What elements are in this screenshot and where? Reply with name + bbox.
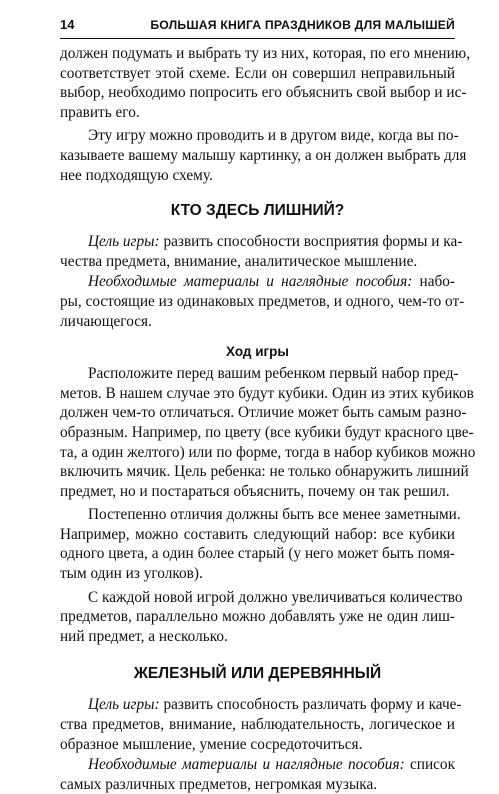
text-line [60,272,455,292]
text-line: образное мышление, умение сосредоточиться. [60,735,363,753]
materials-text: список [404,756,456,774]
section-title-odd-one-out: КТО ЗДЕСЬ ЛИШНИЙ? [170,202,345,220]
materials-label: Необходимые материалы и наглядные пособия: [88,273,413,291]
running-header [60,16,455,39]
page-body [60,44,476,794]
game-paragraph-2 [60,505,461,583]
text-line: должен подумать и выбрать ту из них, которая, по его мнению, [60,45,471,62]
text-line: казываете вашему малышу картинку, а он должен выбрать для [60,146,467,164]
game-paragraph-1 [60,364,476,501]
text-line: Постепенно отличия должны быть все менее заметными. [88,506,461,524]
goal-text: развить способности восприятия формы и ка- [159,233,463,251]
text-line [60,695,462,715]
text-line: чества предмета, внимание, аналитическое мышление. [60,252,418,270]
text-line: предмет, но и постараться объяснить, почему он так решил. [60,482,450,500]
text-line: та, а один желтого) или по форме, тогда в набор кубиков можно [60,443,476,461]
text-line: Эту игру можно проводить и в другом виде, когда вы по- [88,127,459,145]
game-paragraph-3 [60,588,463,647]
running-title: БОЛЬШАЯ КНИГА ПРАЗДНИКОВ ДЛЯ МАЛЫШЕЙ [150,18,455,32]
text-line: предметов, параллельно можно добавлять уже не один лиш- [60,608,455,626]
goal-label: Цель игры: [88,233,160,251]
text-line: образным. Например, по цвету (все кубики будут красного цве- [60,423,474,441]
section-title-iron-or-wooden: ЖЕЛЕЗНЫЙ ИЛИ ДЕРЕВЯННЫЙ [133,665,382,683]
text-line: нее подходящую схему. [60,166,213,184]
text-line: тым один из уголков). [60,565,203,583]
text-line: соответствует этой схеме. Если он совершил неправильный [60,64,455,82]
text-line: одного цвета, а один более старый (у него может быть помя- [60,545,455,563]
goal-paragraph [60,695,462,754]
text-line [60,755,455,775]
text-line [60,232,463,252]
text-line: С каждой новой игрой должно увеличиваться количество [88,588,463,606]
text-line: ства предметов, внимание, наблюдательность, логическое и [60,716,455,734]
subsection-title-game-flow: Ход игры [226,344,289,360]
intro-paragraph-1 [60,44,471,122]
goal-label: Цель игры: [88,696,160,714]
text-line: должен чем-то отличаться. Отличие может быть самым разно- [60,404,467,422]
text-line: править его. [60,103,140,121]
intro-paragraph-2 [60,126,467,185]
materials-label: Необходимые материалы и наглядные пособия: [88,756,405,774]
goal-paragraph [60,232,463,271]
text-line: личающегося. [60,312,152,330]
text-line: включить мячик. Цель ребенка: не только обнаружить лишний [60,463,469,481]
text-line: выбор, необходимо попросить его объяснить свой выбор и ис- [60,84,467,102]
text-line: ний предмет, а несколько. [60,627,228,645]
text-line: самых различных предметов, негромкая музыка. [60,775,378,793]
text-line: метов. В нашем случае это будут кубики. Один из этих кубиков [60,384,474,402]
page-number: 14 [60,17,75,32]
text-line: Например, можно составить следующий набор: все кубики [60,525,455,543]
materials-paragraph [60,755,455,794]
text-line: ры, состоящие из одинаковых предметов, и одного, чем-то от- [60,292,465,310]
goal-text: развить способность различать форму и каче- [159,696,462,714]
text-line: Расположите перед вашим ребенком первый набор пред- [88,365,459,383]
materials-paragraph [60,272,465,331]
materials-text: набо- [412,273,456,291]
